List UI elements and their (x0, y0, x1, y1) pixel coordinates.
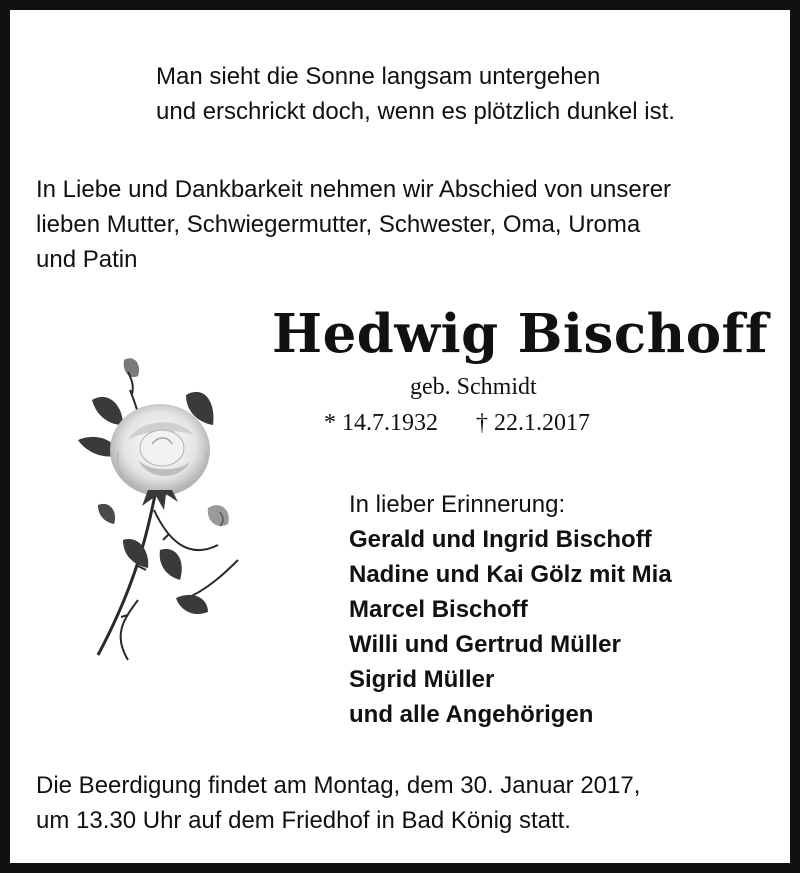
intro-line: lieben Mutter, Schwiegermutter, Schwester, Oma, Uroma (36, 211, 641, 238)
death-date: † 22.1.2017 (476, 410, 590, 436)
mourner-name: Marcel Bischoff (349, 596, 528, 623)
deceased-name: Hedwig Bischoff (272, 303, 769, 365)
mourner-name: Sigrid Müller (349, 666, 495, 693)
farewell-intro (36, 172, 671, 277)
birth-date: * 14.7.1932 (324, 410, 438, 436)
life-dates (324, 406, 590, 440)
motto-line: und erschrickt doch, wenn es plötzlich dunkel ist. (156, 98, 675, 125)
funeral-details (36, 768, 640, 838)
intro-line: In Liebe und Dankbarkeit nehmen wir Abschied von unserer (36, 176, 672, 203)
funeral-line: Die Beerdigung findet am Montag, dem 30. Januar 2017, (36, 772, 641, 799)
mourner-name: Gerald und Ingrid Bischoff (349, 526, 652, 553)
motto-verse (156, 59, 675, 129)
maiden-name: geb. Schmidt (410, 374, 537, 400)
mourner-name: Nadine und Kai Gölz mit Mia (349, 561, 672, 588)
intro-line: und Patin (36, 246, 138, 273)
mourner-name: Willi und Gertrud Müller (349, 631, 621, 658)
mourners-heading: In lieber Erinnerung: (349, 491, 566, 518)
rose-icon (68, 340, 258, 670)
funeral-line: um 13.30 Uhr auf dem Friedhof in Bad König statt. (36, 807, 571, 834)
mourners-list (349, 522, 672, 732)
motto-line: Man sieht die Sonne langsam untergehen (156, 63, 601, 90)
mourner-name: und alle Angehörigen (349, 701, 594, 728)
